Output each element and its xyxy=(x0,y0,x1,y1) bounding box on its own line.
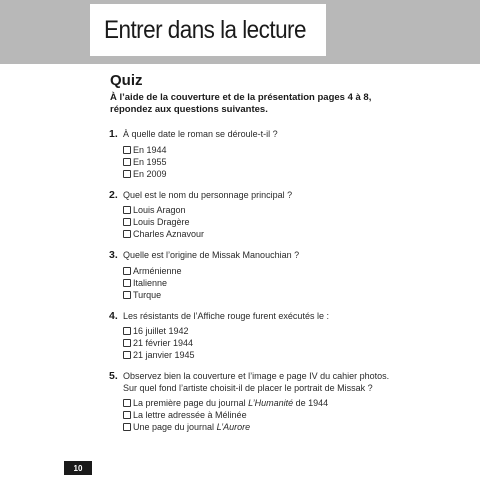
question-text: Quel est le nom du personnage principal ? xyxy=(123,189,293,200)
answer-label xyxy=(133,409,247,421)
checkbox[interactable] xyxy=(123,399,131,407)
question-5 xyxy=(109,371,409,433)
question-3 xyxy=(109,250,409,301)
answer-option[interactable] xyxy=(123,265,409,277)
journal-title: L’Aurore xyxy=(216,422,251,432)
answer-label: Arménienne xyxy=(133,265,182,276)
checkbox[interactable] xyxy=(123,279,131,287)
answer-label: 16 juillet 1942 xyxy=(133,326,189,336)
checkbox[interactable] xyxy=(123,339,131,347)
answer-option[interactable] xyxy=(123,277,409,289)
answer-option[interactable] xyxy=(123,144,409,156)
answer-option[interactable] xyxy=(123,168,409,180)
checkbox[interactable] xyxy=(123,218,131,226)
answer-text: La première page du journal xyxy=(133,398,249,408)
checkbox[interactable] xyxy=(123,170,131,178)
answer-option[interactable] xyxy=(123,349,409,361)
answer-label: Turque xyxy=(133,289,162,300)
answer-option[interactable] xyxy=(123,397,409,409)
question-number: 5. xyxy=(109,370,118,382)
checkbox[interactable] xyxy=(123,423,131,431)
answer-label: Louis Aragon xyxy=(133,205,186,215)
question-number: 3. xyxy=(109,249,118,261)
answer-label xyxy=(133,397,328,409)
question-text: Les résistants de l’Affiche rouge furent exécutés le : xyxy=(123,310,329,321)
answer-option[interactable] xyxy=(123,289,409,301)
answer-label: Italienne xyxy=(133,277,168,288)
answer-option[interactable] xyxy=(123,409,409,421)
checkbox[interactable] xyxy=(123,146,131,154)
answer-option[interactable] xyxy=(123,204,409,216)
quiz-title: Quiz xyxy=(110,72,143,89)
checkbox[interactable] xyxy=(123,327,131,335)
answer-text: de 1944 xyxy=(293,398,329,408)
checkbox[interactable] xyxy=(123,230,131,238)
page-number: 10 xyxy=(64,461,92,475)
journal-title: L’Humanité xyxy=(248,398,294,408)
question-text: À quelle date le roman se déroule-t-il ? xyxy=(123,129,278,139)
checkbox[interactable] xyxy=(123,158,131,166)
question-2 xyxy=(109,190,409,241)
answer-label: En 1955 xyxy=(133,156,167,167)
answer-label: Charles Aznavour xyxy=(133,229,205,239)
answer-label: En 1944 xyxy=(133,144,167,155)
question-4 xyxy=(109,311,409,362)
answer-option[interactable] xyxy=(123,228,409,240)
question-1 xyxy=(109,129,409,180)
checkbox[interactable] xyxy=(123,206,131,214)
question-text: Quelle est l’origine de Missak Manouchian ? xyxy=(123,250,300,260)
title-box xyxy=(90,4,326,56)
answer-option[interactable] xyxy=(123,216,409,228)
header-band xyxy=(0,0,480,64)
answer-label xyxy=(133,421,250,433)
question-number: 1. xyxy=(109,128,118,140)
checkbox[interactable] xyxy=(123,411,131,419)
answer-text: La lettre adressée à Mélinée xyxy=(133,410,247,420)
checkbox[interactable] xyxy=(123,267,131,275)
checkbox[interactable] xyxy=(123,291,131,299)
question-number: 4. xyxy=(109,309,118,322)
page-title: Entrer dans la lecture xyxy=(104,15,306,44)
answer-option[interactable] xyxy=(123,337,409,349)
checkbox[interactable] xyxy=(123,351,131,359)
answer-option[interactable] xyxy=(123,421,409,433)
quiz-intro: À l’aide de la couverture et de la présentation pages 4 à 8, répondez aux questions suivantes. xyxy=(110,92,372,115)
answer-label: 21 février 1944 xyxy=(133,338,194,348)
answer-label: En 2009 xyxy=(133,168,167,179)
answer-option[interactable] xyxy=(123,156,409,168)
question-text: Observez bien la couverture et l’image e page IV du cahier photos. Sur quel fond l’artiste choisit-il de placer le portrait de Missak ? xyxy=(123,371,390,393)
answer-label: Louis Dragère xyxy=(133,217,190,227)
question-number: 2. xyxy=(109,188,118,201)
answer-text: Une page du journal xyxy=(133,422,217,432)
answer-option[interactable] xyxy=(123,325,409,337)
answer-label: 21 janvier 1945 xyxy=(133,350,195,360)
quiz-section xyxy=(109,72,409,443)
